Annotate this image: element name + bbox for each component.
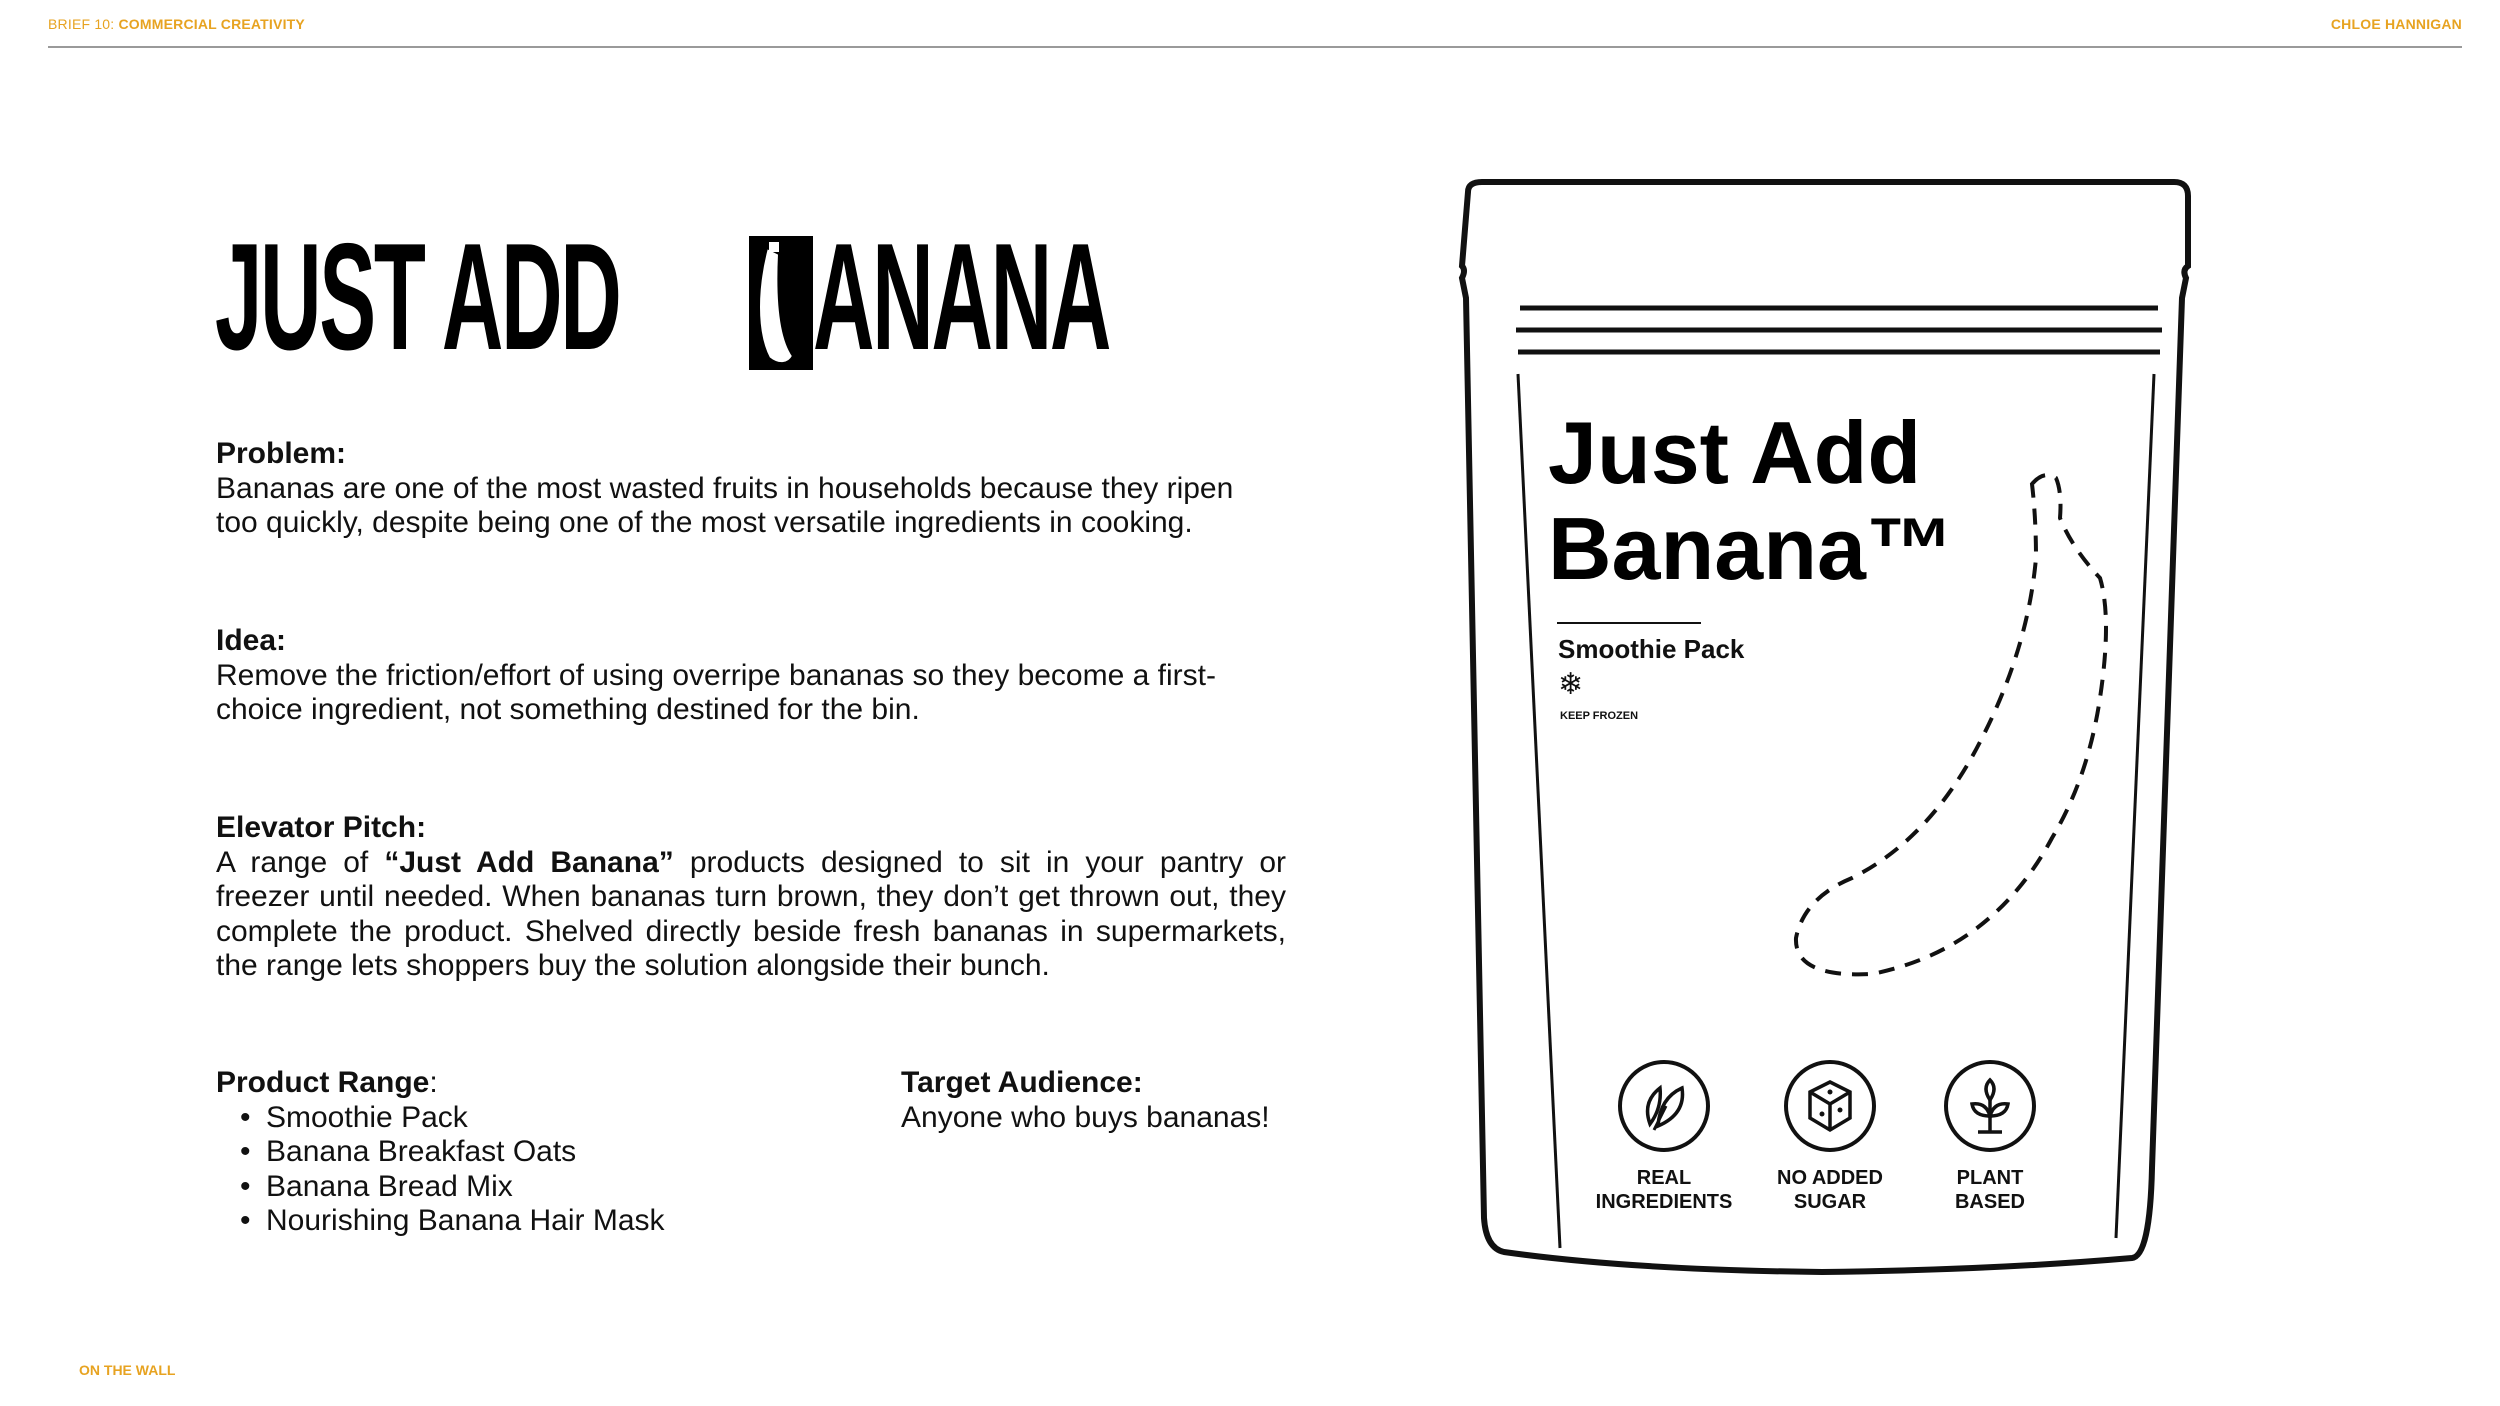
cube-icon <box>1782 1058 1878 1154</box>
brief-number: BRIEF 10: <box>48 16 115 32</box>
badge-no-added-sugar <box>1740 1166 1920 1214</box>
badge-line1: REAL <box>1636 1167 1692 1189</box>
range-item: • Banana Breakfast Oats <box>240 1135 816 1170</box>
pouch-title-line2: Banana™ <box>1548 499 1954 598</box>
badge-line2: BASED <box>1954 1191 2025 1213</box>
leaf-icon <box>1616 1058 1712 1154</box>
range-section <box>216 1066 816 1239</box>
banana-icon <box>749 236 813 370</box>
pouch-subtitle: Smoothie Pack <box>1558 634 1745 664</box>
badge-line2: SUGAR <box>1793 1191 1867 1213</box>
sprout-icon <box>1942 1058 2038 1154</box>
badge-real-ingredients <box>1574 1166 1754 1214</box>
problem-section <box>216 437 1286 541</box>
problem-label: Problem: <box>216 437 347 470</box>
range-label: Product Range <box>216 1066 430 1099</box>
brief-title: COMMERCIAL CREATIVITY <box>118 16 305 32</box>
idea-text: Remove the friction/effort of using overripe bananas so they become a first-choice ingredient, not something destined for the bin. <box>216 658 1216 726</box>
audience-label: Target Audience: <box>901 1066 1143 1099</box>
pouch-divider <box>1557 622 1701 624</box>
pitch-label: Elevator Pitch: <box>216 811 427 844</box>
pitch-text-before: A range of <box>216 845 385 879</box>
pitch-section <box>216 811 1286 984</box>
range-item: • Nourishing Banana Hair Mask <box>240 1204 816 1239</box>
badge-line1: NO ADDED <box>1777 1167 1883 1189</box>
range-list <box>216 1101 816 1239</box>
pitch-text <box>216 846 1286 984</box>
header-rule <box>48 46 2462 48</box>
pitch-text-after: products designed to sit in your pantry or freezer until needed. When bananas turn brown, they don’t get thrown out, they complete the product. Shelved directly beside fresh bananas in supermarkets, the range lets shoppers buy the solution alongside their bunch. <box>216 845 1286 982</box>
pitch-quote: “Just Add Banana” <box>384 845 674 879</box>
keep-frozen-label: KEEP FROZEN <box>1560 710 1639 722</box>
badge-line1: PLANT <box>1956 1167 2024 1189</box>
logo-text-right: ANANA <box>813 212 1110 382</box>
pouch-title <box>1548 405 1954 597</box>
footer-label: ON THE WALL <box>79 1362 176 1378</box>
range-item: • Banana Bread Mix <box>240 1170 816 1205</box>
author-name: CHLOE HANNIGAN <box>2330 16 2462 32</box>
logo-text-left: JUST ADD <box>215 212 620 382</box>
audience-section <box>901 1066 1401 1135</box>
range-item: • Smoothie Pack <box>240 1101 816 1136</box>
snowflake-icon: ❄ <box>1558 668 1584 701</box>
pouch-title-line1: Just Add <box>1548 403 1922 502</box>
badge-plant-based <box>1900 1166 2080 1214</box>
range-colon: : <box>429 1066 438 1099</box>
idea-section <box>216 624 1286 728</box>
idea-label: Idea: <box>216 624 287 657</box>
brief-label <box>48 16 305 32</box>
logo <box>215 212 1260 382</box>
problem-text: Bananas are one of the most wasted fruits in households because they ripen too quickly, despite being one of the most versatile ingredients in cooking. <box>216 471 1234 539</box>
audience-text: Anyone who buys bananas! <box>901 1100 1270 1134</box>
badge-line2: INGREDIENTS <box>1595 1191 1733 1213</box>
